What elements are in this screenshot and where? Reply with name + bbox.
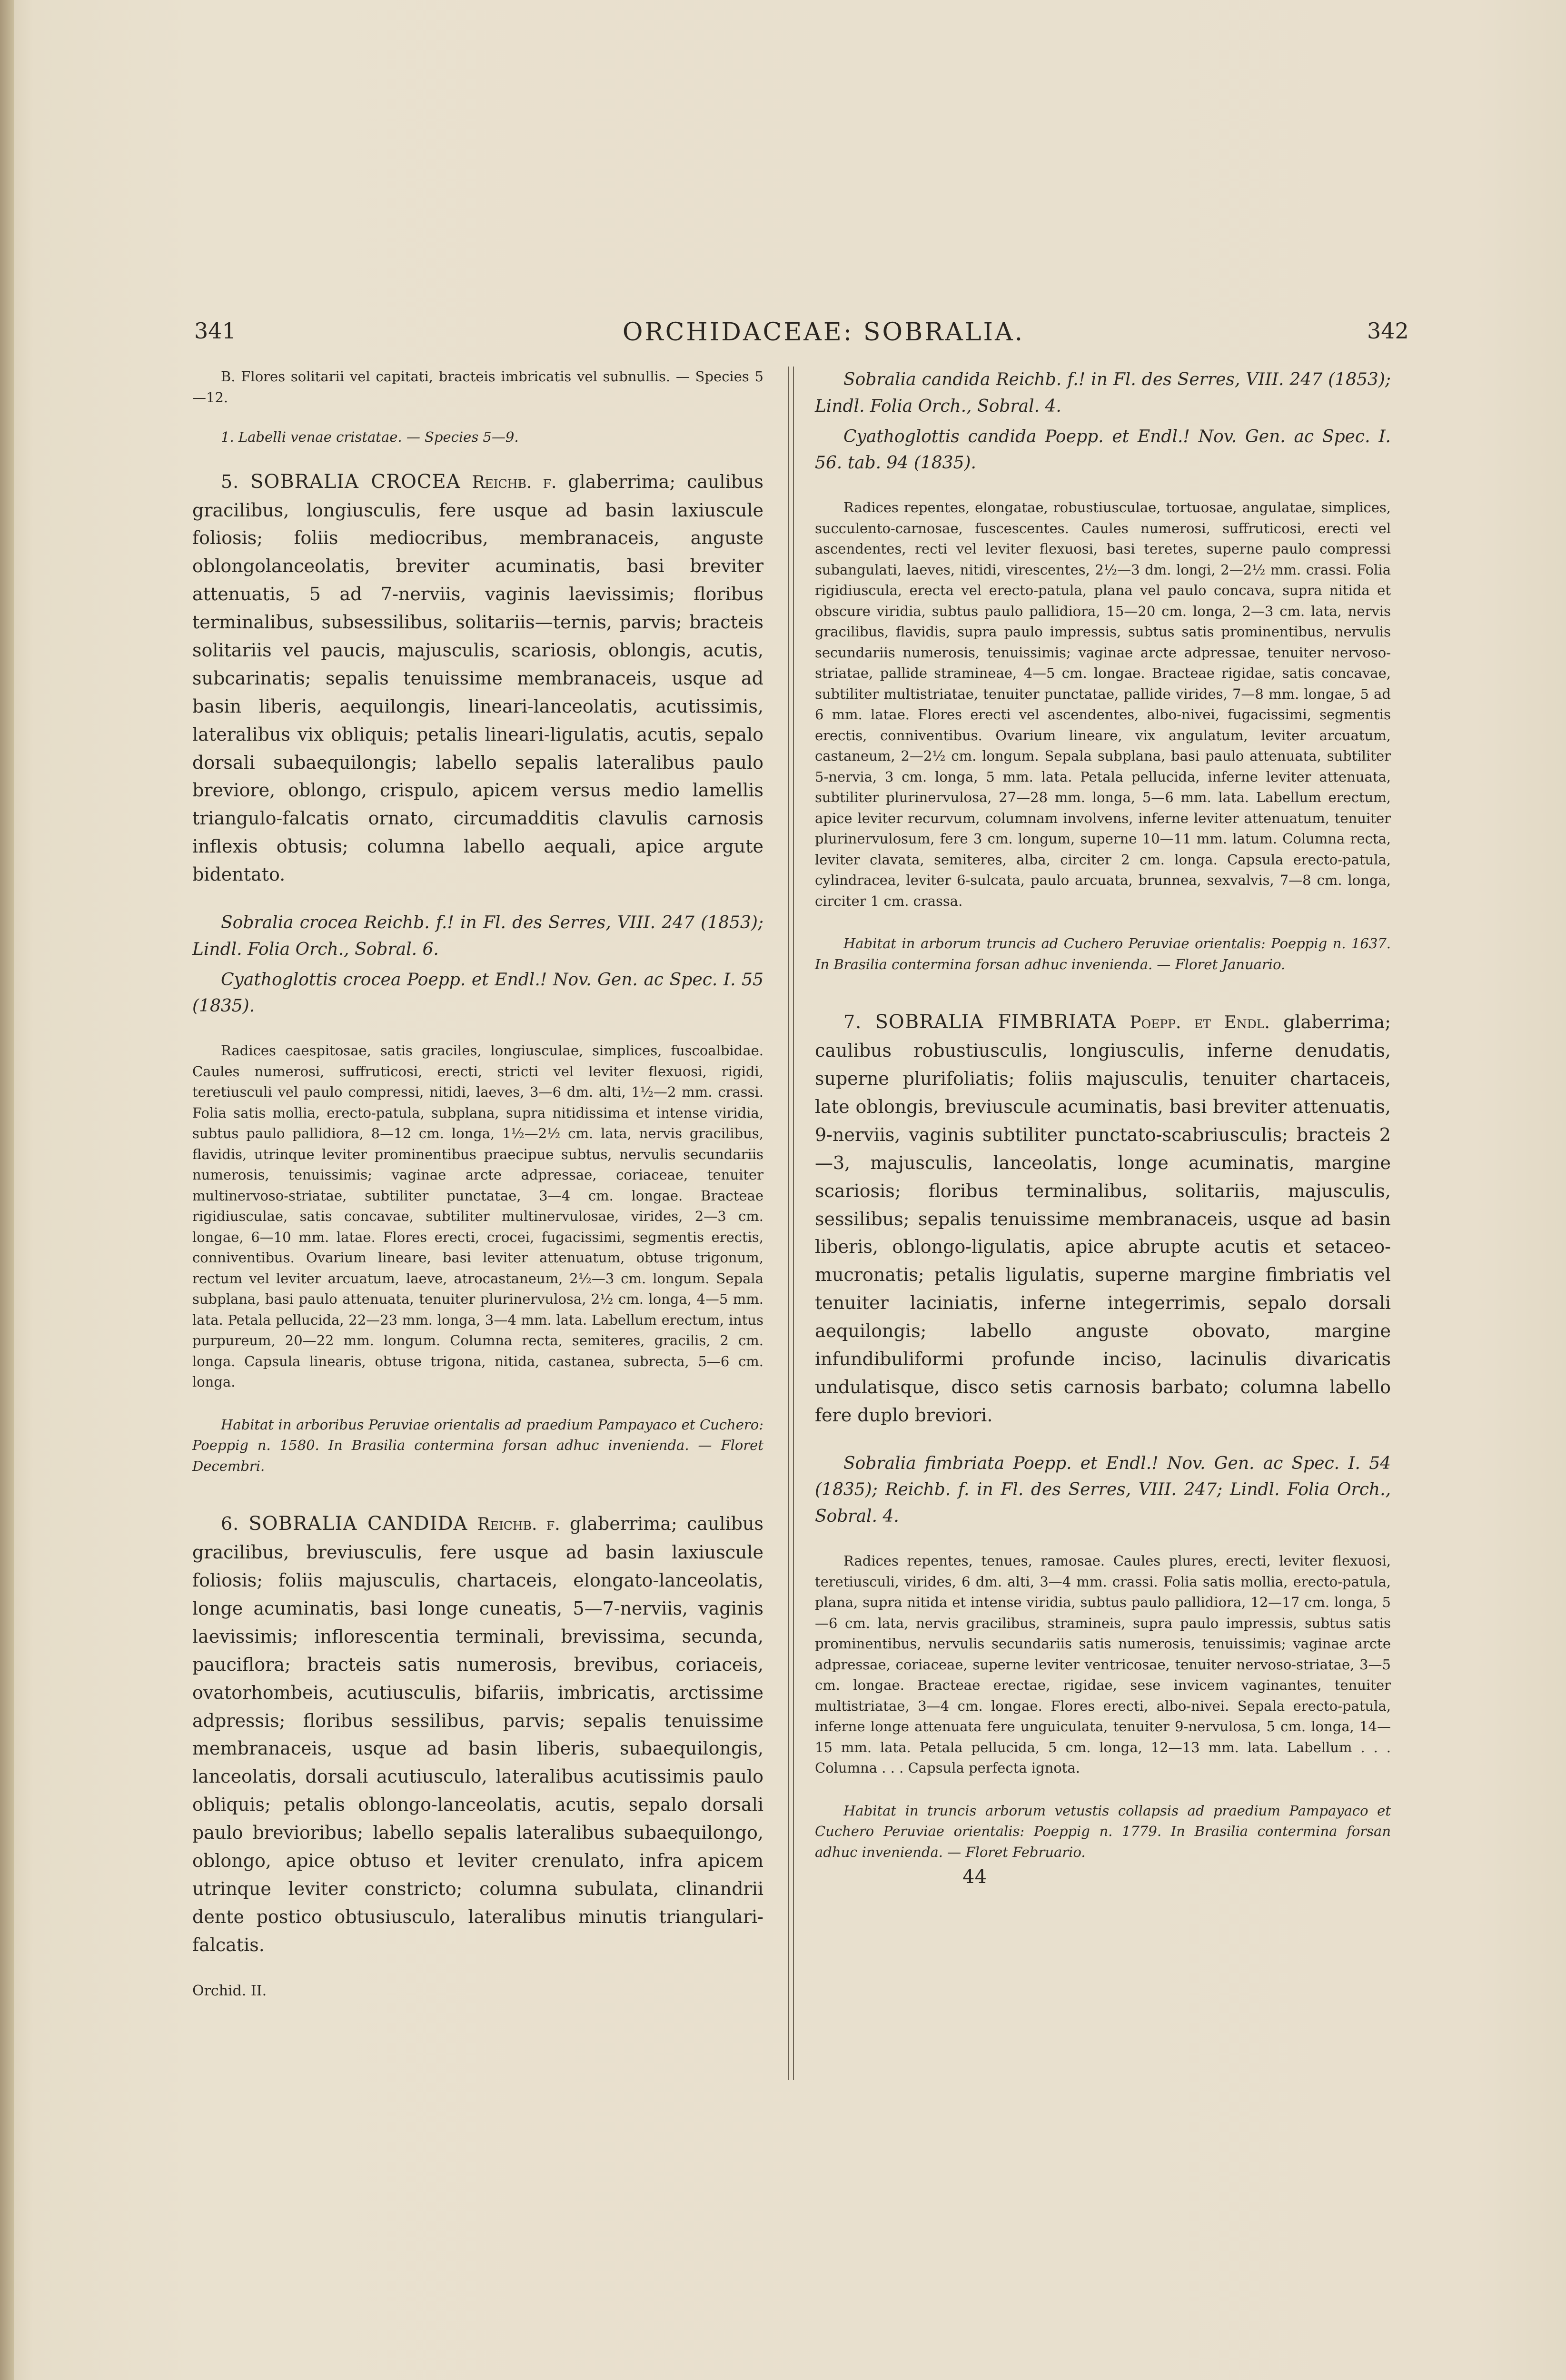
binding-edge [0,0,14,2380]
synonym-citation: Sobralia fimbriata Poepp. et Endl.! Nov. Gen. ac Spec. I. 54 (1835); Reichb. f. in Fl. des Serres, VIII. 247; Lindl. Folia Orch., Sobral. 4. [815,1453,1391,1527]
habitat-note: Habitat in arborum truncis ad Cuchero Peruviae orientalis: Poeppig n. 1637. In Brasilia contermina forsan adhuc inveniendа. — Floret Januario. [815,935,1391,972]
page-number-right: 342 [1367,318,1409,344]
synonym-citation: Cyathoglottis crocea Poepp. et Endl.! Nov. Gen. ac Spec. I. 55 (1835). [192,970,763,1016]
species-description: Radices caespitosae, satis graciles, longiusculae, simplices, fuscoalbidae. Caules numerosi, suffruticosi, erecti, stricti vel leviter flexuosi, rigidi, teretiusculi vel paulo compressi, nitidi, laeves, 3—6 dm. alti, 1½—2 mm. crassi. Folia satis mollia, erecto-patula, subplana, supra nitidissima et intense viridia, subtus paulo pallidiora, 8—12 cm. longa, 1½—2½ cm. lata, nervis gracilibus, flavidis, utrinque leviter prominentibus praecipue subtus, nervulis secundariis numerosis, tenuissimis; vaginae arcte adpressae, coriaceae, tenuiter multinervoso-striatae, subtiliter punctatae, 3—4 cm. longae. Bracteae rigidiusculae, satis concavae, subtiliter multinervulosae, virides, 2—3 cm. longae, 6—10 mm. latae. Flores erecti, crocei, fugacissimi, segmentis erectis, conniventibus. Ovarium lineare, basi leviter attenuatum, obtuse trigonum, rectum vel leviter arcuatum, laeve, atrocastaneum, 2½—3 cm. longum. Sepala subplana, basi paulo attenuata, tenuiter plurinervulosa, 2½ cm. longa, 4—5 mm. lata. Petala pellucida, 22—23 mm. longa, 3—4 mm. lata. Labellum erectum, intus purpureum, 20—22 mm. longum. Columna recta, semiteres, gracilis, 2 cm. longa. Capsula linearis, obtuse trigona, nitida, castanea, subrecta, 5—6 cm. longa. [192,1042,763,1390]
species-diagnosis: glaberrima; caulibus gracilibus, longiusculis, fere usque ad basin laxiuscule foliosis; foliis mediocribus, membranaceis, anguste oblongolanceolatis, breviter acuminatis, basi breviter attenuatis, 5 ad 7-nerviis, vaginis laevissimis; floribus terminalibus, subsessilibus, solitariis—ternis, parvis; bracteis solitariis vel paucis, majusculis, scariosis, oblongis, acutis, subcarinatis; sepalis tenuissime membranaceis, usque ad basin liberis, aequilongis, lineari-lanceolatis, acutissimis, lateralibus vix obliquis; petalis lineari-ligulatis, acutis, sepalo dorsali subaequilongis; labello sepalis lateralibus paulo breviore, oblongo, crispulo, apicem versus medio lamellis triangulo-falcatis ornato, circumadditis clavulis carnosis inflexis obtusis; columna labello aequali, apice argute bidentato. [192,471,763,885]
synonym-citation: Sobralia candida Reichb. f.! in Fl. des Serres, VIII. 247 (1853); Lindl. Folia Orch., Sobral. 4. [815,370,1391,416]
left-column [192,367,763,2002]
species-author: Poepp. et Endl. [1130,1013,1270,1033]
species-7-entry [815,1007,1391,1429]
species-number: 5. [221,471,239,492]
species-diagnosis: glaberrima; caulibus robustiusculis, longiusculis, inferne denudatis, superne plurifoliatis; foliis majusculis, tenuiter chartaceis, late oblongis, breviuscule acuminatis, basi breviter attenuatis, 9-nerviis, vaginis subtiliter punctato-scabriusculis; bracteis 2—3, majusculis, lanceolatis, longe acuminatis, margine scariosis; floribus terminalibus, solitariis, majusculis, sessilibus; sepalis tenuissime membranaceis, usque ad basin liberis, oblongo-ligulatis, apice abrupte acutis et setaceo-mucronatis; petalis ligulatis, superne margine fimbriatis vel tenuiter laciniatis, inferne integerrimis, sepalo dorsali aequilongis; labello anguste obovato, margine infundibuliformi profunde inciso, lacinulis divaricatis undulatisque, disco setis carnosis barbato; columna labello fere duplo breviori. [815,1012,1391,1426]
signature-mark: Orchid. II. [192,1982,267,1999]
species-number: 7. [843,1012,862,1033]
species-name: SOBRALIA CANDIDA [248,1513,468,1535]
column-divider [788,367,794,2080]
gathering-signature: 44 [962,1866,987,1888]
species-name: SOBRALIA FIMBRIATA [875,1011,1117,1033]
key-group-1: 1. Labelli venae cristatae. — Species 5—9. [221,429,519,445]
species-description: Radices repentes, elongatae, robustiusculae, tortuosae, angulatae, simplices, succulento-carnosae, fuscescentes. Caules numerosi, suffruticosi, erecti vel ascendentes, recti vel leviter flexuosi, basi teretes, superne paulo compressi subangulati, laeves, nitidi, virescentes, 2½—3 dm. longi, 2—2½ mm. crassi. Folia rigidiuscula, erecta vel erecto-patula, plana vel paulo concava, supra nitida et obscure viridia, subtus paulo pallidiora, 15—20 cm. longa, 2—3 cm. lata, nervis gracilibus, flavidis, supra paulo impressis, subtus satis prominentibus, nervulis secundariis numerosis, tenuissimis; vaginae arcte adpressae, tenuiter nervoso-striatae, pallide stramineae, 4—5 cm. longae. Bracteae rigidae, satis concavae, subtiliter multistriatae, tenuiter punctatae, pallide virides, 7—8 mm. longae, 5 ad 6 mm. latae. Flores erecti vel ascendentes, albo-nivei, fugacissimi, segmentis erectis, conniventibus. Ovarium lineare, vix angulatum, leviter arcuatum, castaneum, 2—2½ cm. longum. Sepala subplana, basi paulo attenuata, subtiliter 5-nervia, 3 cm. longa, 5 mm. lata. Petala pellucida, inferne leviter attenuata, subtiliter plurinervulosa, 27—28 mm. longa, 5—6 mm. lata. Labellum erectum, apice leviter recurvum, columnam involvens, inferne leviter attenuatum, tenuiter plurinervulosum, fere 3 cm. longum, superne 10—11 mm. latum. Columna recta, leviter clavata, semiteres, alba, circiter 2 cm. longa. Capsula erecto-patula, cylindracea, leviter 6-sulcata, paulo arcuata, brunnea, sexvalvis, 7—8 cm. longa, circiter 1 cm. crassa. [815,499,1391,909]
synonym-citation: Sobralia crocea Reichb. f.! in Fl. des Serres, VIII. 247 (1853); Lindl. Folia Orch., Sobral. 6. [192,912,763,959]
running-head [0,318,1566,356]
species-name: SOBRALIA CROCEA [250,470,461,493]
species-5-entry [192,467,763,889]
habitat-note: Habitat in arboribus Peruviae orientalis ad praedium Pampayaco et Cuchero: Poeppig n. 1580. In Brasilia contermina forsan adhuc inveniendа. — Floret Decembri. [192,1416,763,1474]
species-author: Reichb. f. [477,1515,560,1535]
key-group-b: B. Flores solitarii vel capitati, bracteis imbricatis vel subnullis. — Species 5—12. [192,368,763,406]
running-title: ORCHIDACEAE: SOBRALIA. [622,318,1025,347]
page-number-left: 341 [194,318,236,344]
species-6-entry [192,1509,763,1959]
species-author: Reichb. f. [472,472,557,492]
species-number: 6. [221,1513,239,1535]
right-column [815,367,1391,1891]
synonym-citation: Cyathoglottis candida Poepp. et Endl.! Nov. Gen. ac Spec. I. 56. tab. 94 (1835). [815,426,1391,473]
habitat-note: Habitat in truncis arborum vetustis collapsis ad praedium Pampayaco et Cuchero Peruviae orientalis: Poeppig n. 1779. In Brasilia contermina forsan adhuc inveniendа. — Floret Februario. [815,1802,1391,1860]
species-description: Radices repentes, tenues, ramosae. Caules plures, erecti, leviter flexuosi, teretiusculi, virides, 6 dm. alti, 3—4 mm. crassi. Folia satis mollia, erecto-patula, plana, supra nitida et intense viridia, subtus paulo pallidiora, 12—17 cm. longa, 5—6 cm. lata, nervis gracilibus, stramineis, supra paulo impressis, subtus satis prominentibus, nervulis secundariis satis numerosis, tenuissimis; vaginae arcte adpressae, coriaceae, superne leviter ventricosae, tenuiter nervoso-striatae, 3—5 cm. longae. Bracteae erectae, rigidae, sese invicem vaginantes, tenuiter multistriatae, 3—4 cm. longae. Flores erecti, albo-nivei. Sepala erecto-patula, inferne longe attenuata fere unguiculata, tenuiter 9-nervulosa, 5 cm. longa, 14—15 mm. lata. Petala pellucida, 5 cm. longa, 12—13 mm. lata. Labellum . . . Columna . . . Capsula perfecta ignota. [815,1553,1391,1776]
species-diagnosis: glaberrima; caulibus gracilibus, breviusculis, fere usque ad basin laxiuscule foliosis; foliis majusculis, chartaceis, elongato-lanceolatis, longe acuminatis, basi longe cuneatis, 5—7-nerviis, vaginis laevissimis; inflorescentia terminali, brevissima, secunda, pauciflora; bracteis satis numerosis, brevibus, coriaceis, ovatorhombeis, acutiusculis, bifariis, imbricatis, arctissime adpressis; floribus sessilibus, parvis; sepalis tenuissime membranaceis, usque ad basin liberis, subaequilongis, lanceolatis, dorsali acutiusculo, lateralibus acutissimis paulo obliquis; petalis oblongo-lanceolatis, acutis, sepalo dorsali paulo brevioribus; labello sepalis lateralibus subaequilongo, oblongo, apice obtuso et leviter crenulato, infra apicem utrinque leviter constricto; columna subulata, clinandrii dente postico obtusiusculo, lateralibus minutis triangulari-falcatis. [192,1513,763,1955]
